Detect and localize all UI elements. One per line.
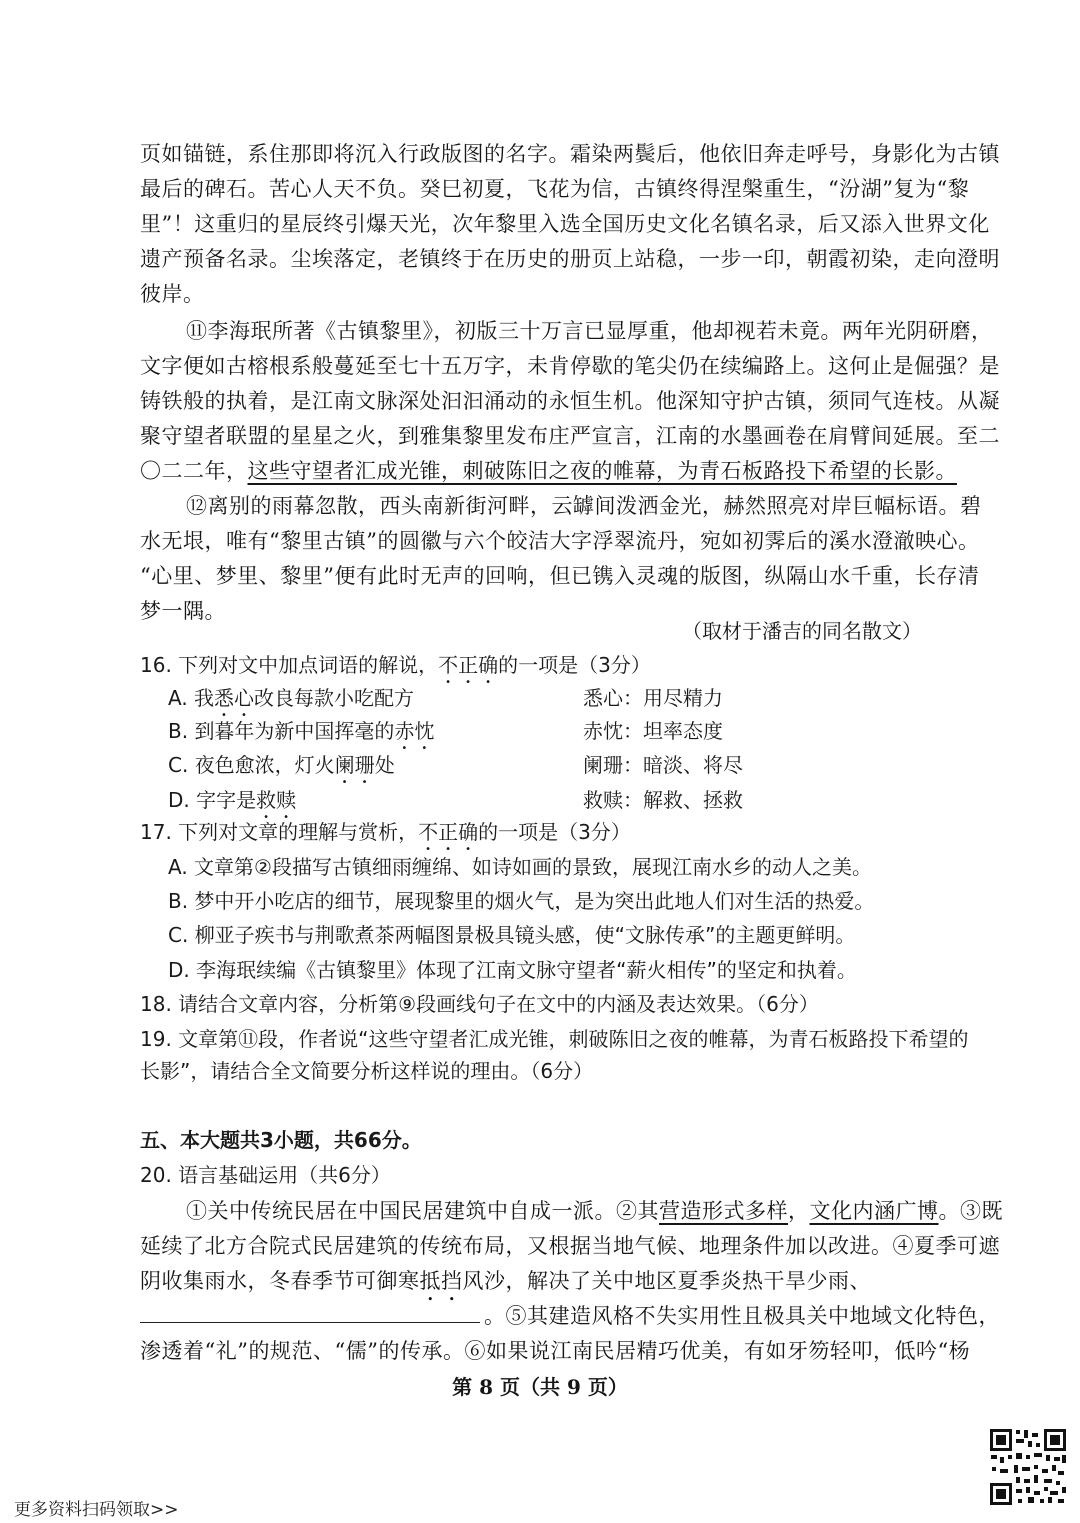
option-letter: A. (168, 855, 188, 879)
option-text: 到暮年为新中国挥毫的 (194, 719, 395, 743)
section-5-title: 五、本大题共3小题，共66分。 (140, 1128, 422, 1152)
passage-source: （取材于潘吉的同名散文） (682, 619, 922, 643)
passage-line: 彼岸。 (140, 282, 205, 306)
passage-line: 页如锚链，系住那即将沉入行政版图的名字。霜染两鬓后，他依旧奔走呼号，身影化为古镇 (140, 142, 1000, 166)
question-text: 请结合文章内容，分析第⑨段画线句子在文中的内涵及表达效果。（6分） (178, 992, 819, 1016)
question-number: 17. (140, 820, 172, 844)
q17-option-c (168, 920, 855, 950)
dotted-word: 救赎 (256, 788, 297, 812)
passage-line: 水无垠，唯有“黎里古镇”的圆徽与六个皎洁大字浮翠流丹，宛如初霁后的溪水澄澈映心。 (140, 529, 980, 553)
q20-line: 渗透着“礼”的规范、“儒”的传承。⑥如果说江南民居精巧优美，有如牙笏轻叩，低吟“杨 (140, 1339, 971, 1363)
passage-line: ⑪李海珉所著《古镇黎里》，初版三十万言已显厚重，他却视若未竟。两年光阴研磨， (186, 319, 993, 343)
passage-line: 里”！这重归的星辰终引爆天光，次年黎里入选全国历史文化名镇名录，后又添入世界文化 (140, 212, 990, 236)
option-letter: A. (168, 686, 188, 710)
option-text: 柳亚子疾书与荆歌煮茶两幅图景极具镜头感，使“文脉传承”的主题更鲜明。 (194, 923, 856, 947)
passage-line (140, 456, 957, 486)
q17-option-a (168, 852, 872, 882)
option-letter: B. (168, 719, 189, 743)
question-number: 18. (140, 992, 172, 1016)
q20-text: 阴收集雨水，冬春季节可御寒 (140, 1269, 420, 1293)
question-19-cont: 长影”，请结合全文简要分析这样说的理由。（6分） (140, 1059, 594, 1083)
option-letter: D. (168, 788, 190, 812)
passage-line: 聚守望者联盟的星星之火，到雅集黎里发布庄严宣言，江南的水墨画卷在肩臂间延展。至二 (140, 424, 1000, 448)
passage-line: 遗产预备名录。尘埃落定，老镇终于在历史的册页上站稳，一步一印，朝霞初染，走向澄明 (140, 247, 1000, 271)
option-text: 我 (194, 686, 215, 710)
question-text: 文章第⑪段，作者说“这些守望者汇成光锥，刺破陈旧之夜的帷幕，为青石板路投下希望的 (178, 1027, 969, 1051)
q20-line (140, 1301, 1000, 1331)
question-stem-end: 的一项是（3分） (478, 820, 631, 844)
q20-text: ①关中传统民居在中国民居建筑中自成一派。②其 (186, 1199, 659, 1223)
q17-option-d (168, 955, 857, 985)
option-letter: C. (168, 923, 189, 947)
q17-option-b (168, 886, 874, 916)
q20-line: 延续了北方合院式民居建筑的传统布局，又根据当地气候、地理条件加以改进。④夏季可遮 (140, 1234, 1000, 1258)
option-text: 文章第②段描写古镇细雨缠绵、如诗如画的景致，展现江南水乡的动人之美。 (194, 855, 872, 879)
answer-blank[interactable] (140, 1301, 480, 1323)
passage-line: ⑫离别的雨幕忽散，西头南新街河畔，云罅间泼洒金光，赫然照亮对岸巨幅标语。碧 (186, 494, 982, 518)
q20-text: 。⑤其建造风格不失实用性且极具关中地域文化特色， (484, 1304, 1000, 1328)
option-text: 处 (374, 753, 395, 777)
question-stem: 下列对文章的理解与赏析， (178, 820, 419, 844)
promo-text[interactable]: 更多资料扫码领取>> (14, 1500, 179, 1520)
q16-option-a-explain: 悉心：用尽精力 (583, 686, 723, 710)
question-number: 19. (140, 1027, 172, 1051)
question-18 (140, 989, 819, 1019)
q20-text: 。③既 (938, 1199, 1003, 1223)
option-text: 李海珉续编《古镇黎里》体现了江南文脉守望者“薪火相传”的坚定和执着。 (196, 958, 857, 982)
question-20 (140, 1160, 391, 1190)
option-text: 夜色愈浓，灯火 (194, 753, 335, 777)
passage-line: 铸铁般的执着，是江南文脉深处汩汩涌动的永恒生机。他深知守护古镇，须同气连枝。从凝 (140, 389, 1000, 413)
option-text: 改良每款小吃配方 (254, 686, 415, 710)
question-number: 20. (140, 1163, 172, 1187)
question-stem: 下列对文中加点词语的解说， (178, 653, 439, 677)
q16-option-c-explain: 阑珊：暗淡、将尽 (583, 753, 743, 777)
underlined-phrase: 文化内涵广博 (809, 1199, 939, 1223)
option-letter: B. (168, 889, 189, 913)
emphasis-not-correct: 不正确 (418, 820, 479, 844)
emphasis-not-correct: 不正确 (438, 653, 499, 677)
q20-text: 风沙，解决了关中地区夏季炎热干旱少雨、 (462, 1269, 871, 1293)
q16-option-c (168, 750, 395, 788)
q20-text: ， (788, 1199, 810, 1223)
q20-line (140, 1266, 940, 1306)
option-text: 梦中开小吃店的细节，展现黎里的烟火气，是为突出此地人们对生活的热爱。 (194, 889, 875, 913)
option-letter: D. (168, 958, 190, 982)
qr-code-icon[interactable] (988, 1427, 1068, 1507)
question-stem-end: 的一项是（3分） (498, 653, 651, 677)
year-text: 〇二二年， (140, 459, 248, 483)
question-number: 16. (140, 653, 172, 677)
passage-line: 最后的碑石。苦心人天不负。癸巳初夏，飞花为信，古镇终得涅槃重生，“汾湖”复为“黎 (140, 177, 970, 201)
q16-option-b (168, 716, 434, 754)
underlined-sentence: 这些守望者汇成光锥，刺破陈旧之夜的帷幕，为青石板路投下希望的长影。 (247, 459, 957, 483)
passage-line: “心里、梦里、黎里”便有此时无声的回响，但已镌入灵魂的版图，纵隔山水千重，长存清 (140, 564, 980, 588)
dotted-word: 赤忱 (394, 719, 435, 743)
dotted-word: 阑珊 (334, 753, 375, 777)
dotted-word: 抵挡 (419, 1269, 463, 1293)
question-19 (140, 1024, 969, 1054)
passage-line: 文字便如古榕根系般蔓延至七十五万字，未肯停歇的笔尖仍在续编路上。这何止是倔强？是 (140, 354, 1000, 378)
passage-line: 梦一隅。 (140, 599, 226, 623)
underlined-phrase: 营造形式多样 (659, 1199, 788, 1223)
question-17 (140, 817, 631, 855)
q16-option-d-explain: 救赎：解救、拯救 (583, 788, 743, 812)
q20-line (186, 1196, 1003, 1226)
question-title: 语言基础运用（共6分） (178, 1163, 391, 1187)
option-letter: C. (168, 753, 189, 777)
dotted-word: 悉心 (214, 686, 255, 710)
option-text: 字字是 (196, 788, 257, 812)
q16-option-b-explain: 赤忱：坦率态度 (583, 719, 723, 743)
page-number: 第 8 页（共 9 页） (452, 1375, 628, 1399)
